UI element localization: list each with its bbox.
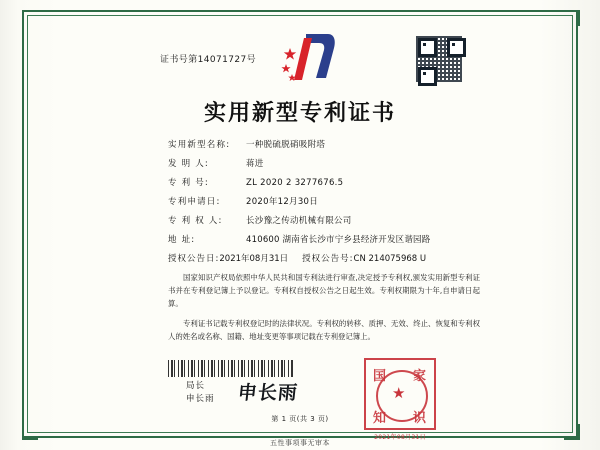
certificate-fields xyxy=(168,138,488,271)
field-label: 专利申请日: xyxy=(168,197,221,207)
field-row-inventor xyxy=(168,157,488,169)
qr-code xyxy=(416,36,462,82)
seal-character-2: 家 xyxy=(413,369,427,384)
field-label: 实用新型名称: xyxy=(168,140,231,150)
grant-announcement-row xyxy=(168,252,488,264)
grant-date-value: 2021年08月31日 xyxy=(219,254,289,264)
field-row-utility-model-name xyxy=(168,138,488,150)
signature-title-line-2: 申长雨 xyxy=(186,393,215,404)
seal-character-3: 知 xyxy=(373,411,387,426)
seal-character-4: 识 xyxy=(413,411,427,426)
field-value: 410600 湖南省长沙市宁乡县经济开发区谐园路 xyxy=(246,235,431,245)
cnipa-logo-icon xyxy=(276,30,340,92)
page-title: 实用新型专利证书 xyxy=(203,100,396,126)
seal-star-icon: ★ xyxy=(392,384,406,402)
legal-paragraph-1: 国家知识产权局依照中华人民共和国专利法进行审查,决定授予专利权,颁发实用新型专利证书并在专利登记簿上予以登记。专利权自授权公告之日起生效。专利权期限为十年,自申请日起算。 xyxy=(168,273,480,308)
field-value: 长沙豫之传动机械有限公司 xyxy=(246,216,352,226)
field-label: 发 明 人: xyxy=(168,159,209,169)
field-row-patentee xyxy=(168,214,488,226)
grant-date-label: 授权公告日: xyxy=(168,254,220,264)
field-value: 2020年12月30日 xyxy=(246,197,319,207)
field-label: 专 利 权 人: xyxy=(168,216,223,226)
field-value: ZL 2020 2 3277676.5 xyxy=(246,178,344,188)
field-value: 一种脱硫脱硝吸附塔 xyxy=(246,140,326,150)
page-number: 第 1 页(共 3 页) xyxy=(271,415,329,423)
field-value: 蒋进 xyxy=(246,159,264,169)
corner-ornament-top-right xyxy=(564,10,580,26)
seal-character-1: 国 xyxy=(373,369,387,384)
signature-title xyxy=(186,380,215,406)
grant-number-label: 授权公告号: xyxy=(302,254,354,264)
certificate-serial-number: 证书号第14071727号 xyxy=(160,55,257,65)
field-row-application-date xyxy=(168,195,488,207)
handwritten-signature: 申长雨 xyxy=(236,382,300,404)
bottom-note: 五性事项事无审本 xyxy=(270,439,330,447)
corner-ornament-top-left xyxy=(22,10,38,26)
field-row-patent-number xyxy=(168,176,488,188)
field-row-address xyxy=(168,233,488,245)
field-label: 专 利 号: xyxy=(168,178,209,188)
barcode xyxy=(168,360,294,377)
grant-number-value: CN 214075968 U xyxy=(353,254,427,264)
signature-title-line-1: 局长 xyxy=(186,381,206,391)
legal-paragraph-2: 专利证书记载专利权登记时的法律状况。专利权的转移、质押、无效、终止、恢复和专利权人的姓名或名称、国籍、地址变更等事项记载在专利登记簿上。 xyxy=(168,319,480,341)
seal-date: 2021年08月31日 xyxy=(374,434,426,441)
field-label: 地 址: xyxy=(168,235,196,245)
